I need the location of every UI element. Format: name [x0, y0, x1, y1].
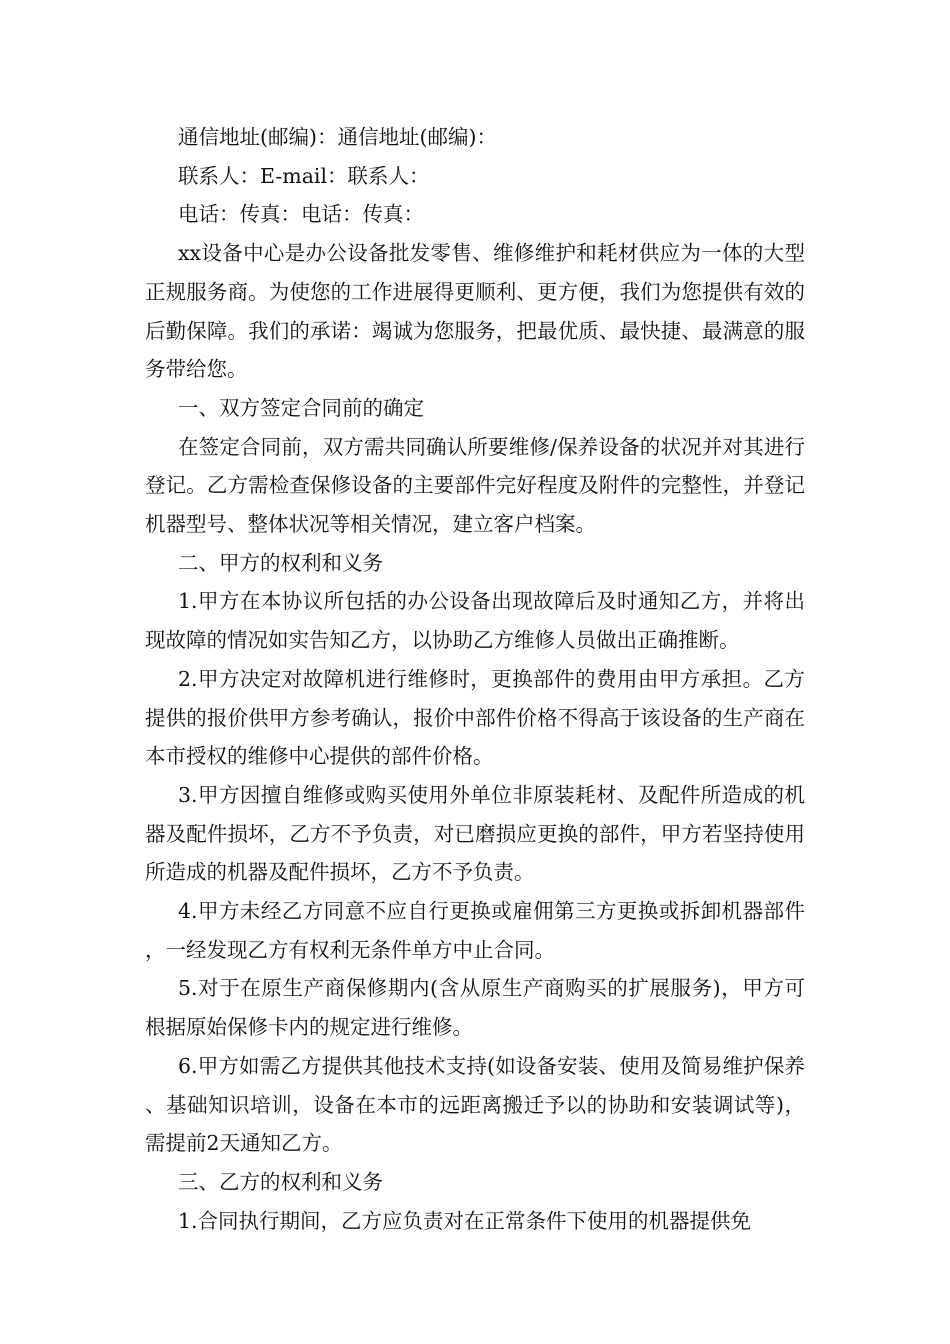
contact-person-line: 联系人：E-mail：联系人：: [178, 163, 430, 188]
section-3-item-1: 1.合同执行期间，乙方应负责对在正常条件下使用的机器提供免: [178, 1208, 752, 1233]
section-2-item-5: 5.对于在原生产商保修期内(含从原生产商购买的扩展服务)，甲方可根据原始保修卡内的规定进行维修。: [145, 976, 805, 1040]
section-2-item-1: 1.甲方在本协议所包括的办公设备出现故障后及时通知乙方，并将出现故障的情况如实告知乙方，以协助乙方维修人员做出正确推断。: [145, 589, 805, 653]
section-2-item-3: 3.甲方因擅自维修或购买使用外单位非原装耗材、及配件所造成的机器及配件损坏，乙方不予负责，对已磨损应更换的部件，甲方若坚持使用所造成的机器及配件损坏，乙方不予负责。: [145, 782, 805, 885]
contact-address-line: 通信地址(邮编)：通信地址(邮编)：: [178, 125, 497, 149]
section-2-item-4: 4.甲方未经乙方同意不应自行更换或雇佣第三方更换或拆卸机器部件，一经发现乙方有权利无条件单方中止合同。: [145, 899, 805, 962]
section-2-item-6: 6.甲方如需乙方提供其他技术支持(如设备安装、使用及简易维护保养、基础知识培训，设备在本市的远距离搬迁予以的协助和安装调试等)，需提前2天通知乙方。: [145, 1053, 805, 1156]
section-heading-1: 一、双方签定合同前的确定: [178, 395, 424, 420]
section-heading-2: 二、甲方的权利和义务: [178, 550, 383, 575]
section-2-item-2: 2.甲方决定对故障机进行维修时，更换部件的费用由甲方承担。乙方提供的报价供甲方参考确认，报价中部件价格不得高于该设备的生产商在本市授权的维修中心提供的部件价格。: [145, 666, 805, 769]
contact-phone-line: 电话：传真：电话：传真：: [178, 202, 424, 227]
section-heading-3: 三、乙方的权利和义务: [178, 1169, 383, 1194]
document-body: [145, 118, 805, 1240]
section-1-paragraph: 在签定合同前，双方需共同确认所要维修/保养设备的状况并对其进行登记。乙方需检查保修设备的主要部件完好程度及附件的完整性，并登记机器型号、整体状况等相关情况，建立客户档案。: [145, 434, 805, 537]
intro-paragraph: xx设备中心是办公设备批发零售、维修维护和耗材供应为一体的大型正规服务商。为使您的工作进展得更顺利、更方便，我们为您提供有效的后勤保障。我们的承诺：竭诚为您服务，把最优质、最快捷、最满意的服务带给您。: [145, 241, 805, 382]
